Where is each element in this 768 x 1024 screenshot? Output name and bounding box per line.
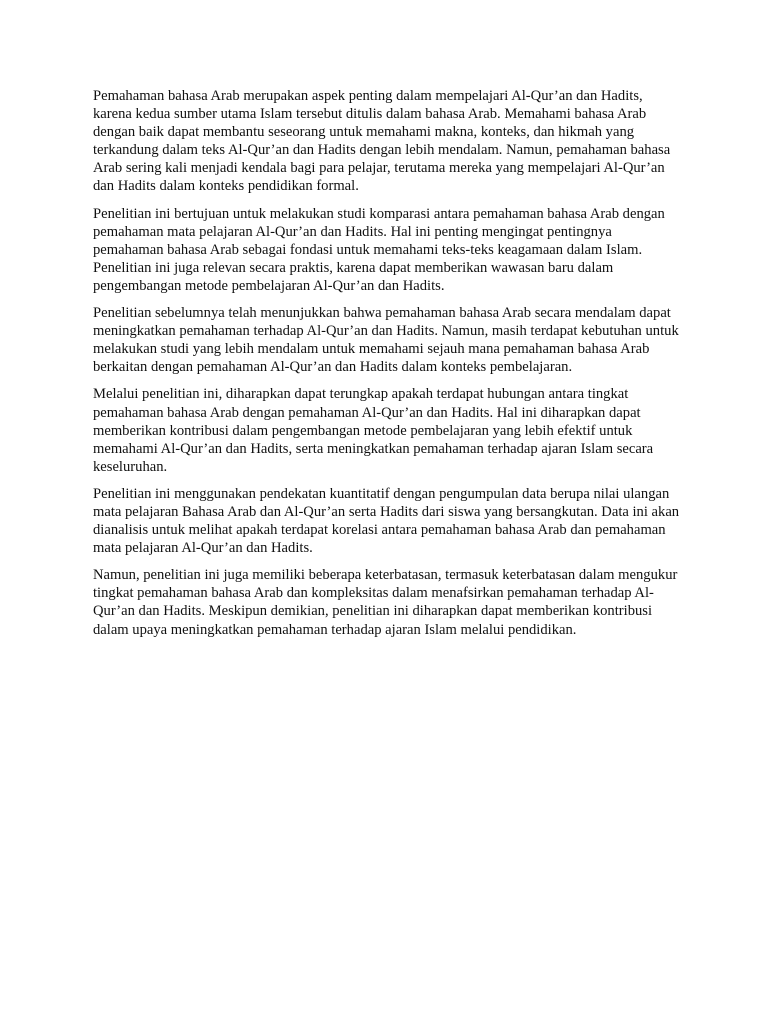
paragraph-6: Namun, penelitian ini juga memiliki beberapa keterbatasan, termasuk keterbatasan dalam mengukur tingkat pemahaman bahasa Arab dan kompleksitas dalam menafsirkan pemahaman terhadap Al-Qur’an dan Hadits. Meskipun demikian, penelitian ini diharapkan dapat memberikan kontribusi dalam upaya meningkatkan pemahaman terhadap ajaran Islam melalui pendidikan. [93,567,678,638]
paragraph-5: Penelitian ini menggunakan pendekatan kuantitatif dengan pengumpulan data berupa nilai ulangan mata pelajaran Bahasa Arab dan Al-Qur’an serta Hadits dari siswa yang bersangkutan. Data ini akan dianalisis untuk melihat apakah terdapat korelasi antara pemahaman bahasa Arab dan pemahaman mata pelajaran Al-Qur’an dan Hadits. [93,485,680,557]
paragraph-1: Pemahaman bahasa Arab merupakan aspek penting dalam mempelajari Al-Qur’an dan Hadits, karena kedua sumber utama Islam tersebut ditulis dalam bahasa Arab. Memahami bahasa Arab dengan baik dapat membantu seseorang untuk memahami makna, konteks, dan hikmah yang terkandung dalam teks Al-Qur’an dan Hadits dengan lebih mendalam. Namun, pemahaman bahasa Arab sering kali menjadi kendala bagi para pelajar, terutama mereka yang mempelajari Al-Qur’an dan Hadits dalam konteks pendidikan formal. [93,88,671,195]
document-body [93,87,683,648]
paragraph-2: Penelitian ini bertujuan untuk melakukan studi komparasi antara pemahaman bahasa Arab dengan pemahaman mata pelajaran Al-Qur’an dan Hadits. Hal ini penting mengingat pentingnya pemahaman bahasa Arab sebagai fondasi untuk memahami teks-teks keagamaan dalam Islam. Penelitian ini juga relevan secara praktis, karena dapat memberikan wawasan baru dalam pengembangan metode pembelajaran Al-Qur’an dan Hadits. [93,205,665,294]
paragraph-4: Melalui penelitian ini, diharapkan dapat terungkap apakah terdapat hubungan antara tingkat pemahaman bahasa Arab dengan pemahaman Al-Qur’an dan Hadits. Hal ini diharapkan dapat memberikan kontribusi dalam pengembangan metode pembelajaran yang lebih efektif untuk memahami Al-Qur’an dan Hadits, serta meningkatkan pemahaman terhadap ajaran Islam secara keseluruhan. [93,386,654,475]
paragraph-3: Penelitian sebelumnya telah menunjukkan bahwa pemahaman bahasa Arab secara mendalam dapat meningkatkan pemahaman terhadap Al-Qur’an dan Hadits. Namun, masih terdapat kebutuhan untuk melakukan studi yang lebih mendalam untuk memahami sejauh mana pemahaman bahasa Arab berkaitan dengan pemahaman Al-Qur’an dan Hadits dalam konteks pembelajaran. [93,305,679,376]
